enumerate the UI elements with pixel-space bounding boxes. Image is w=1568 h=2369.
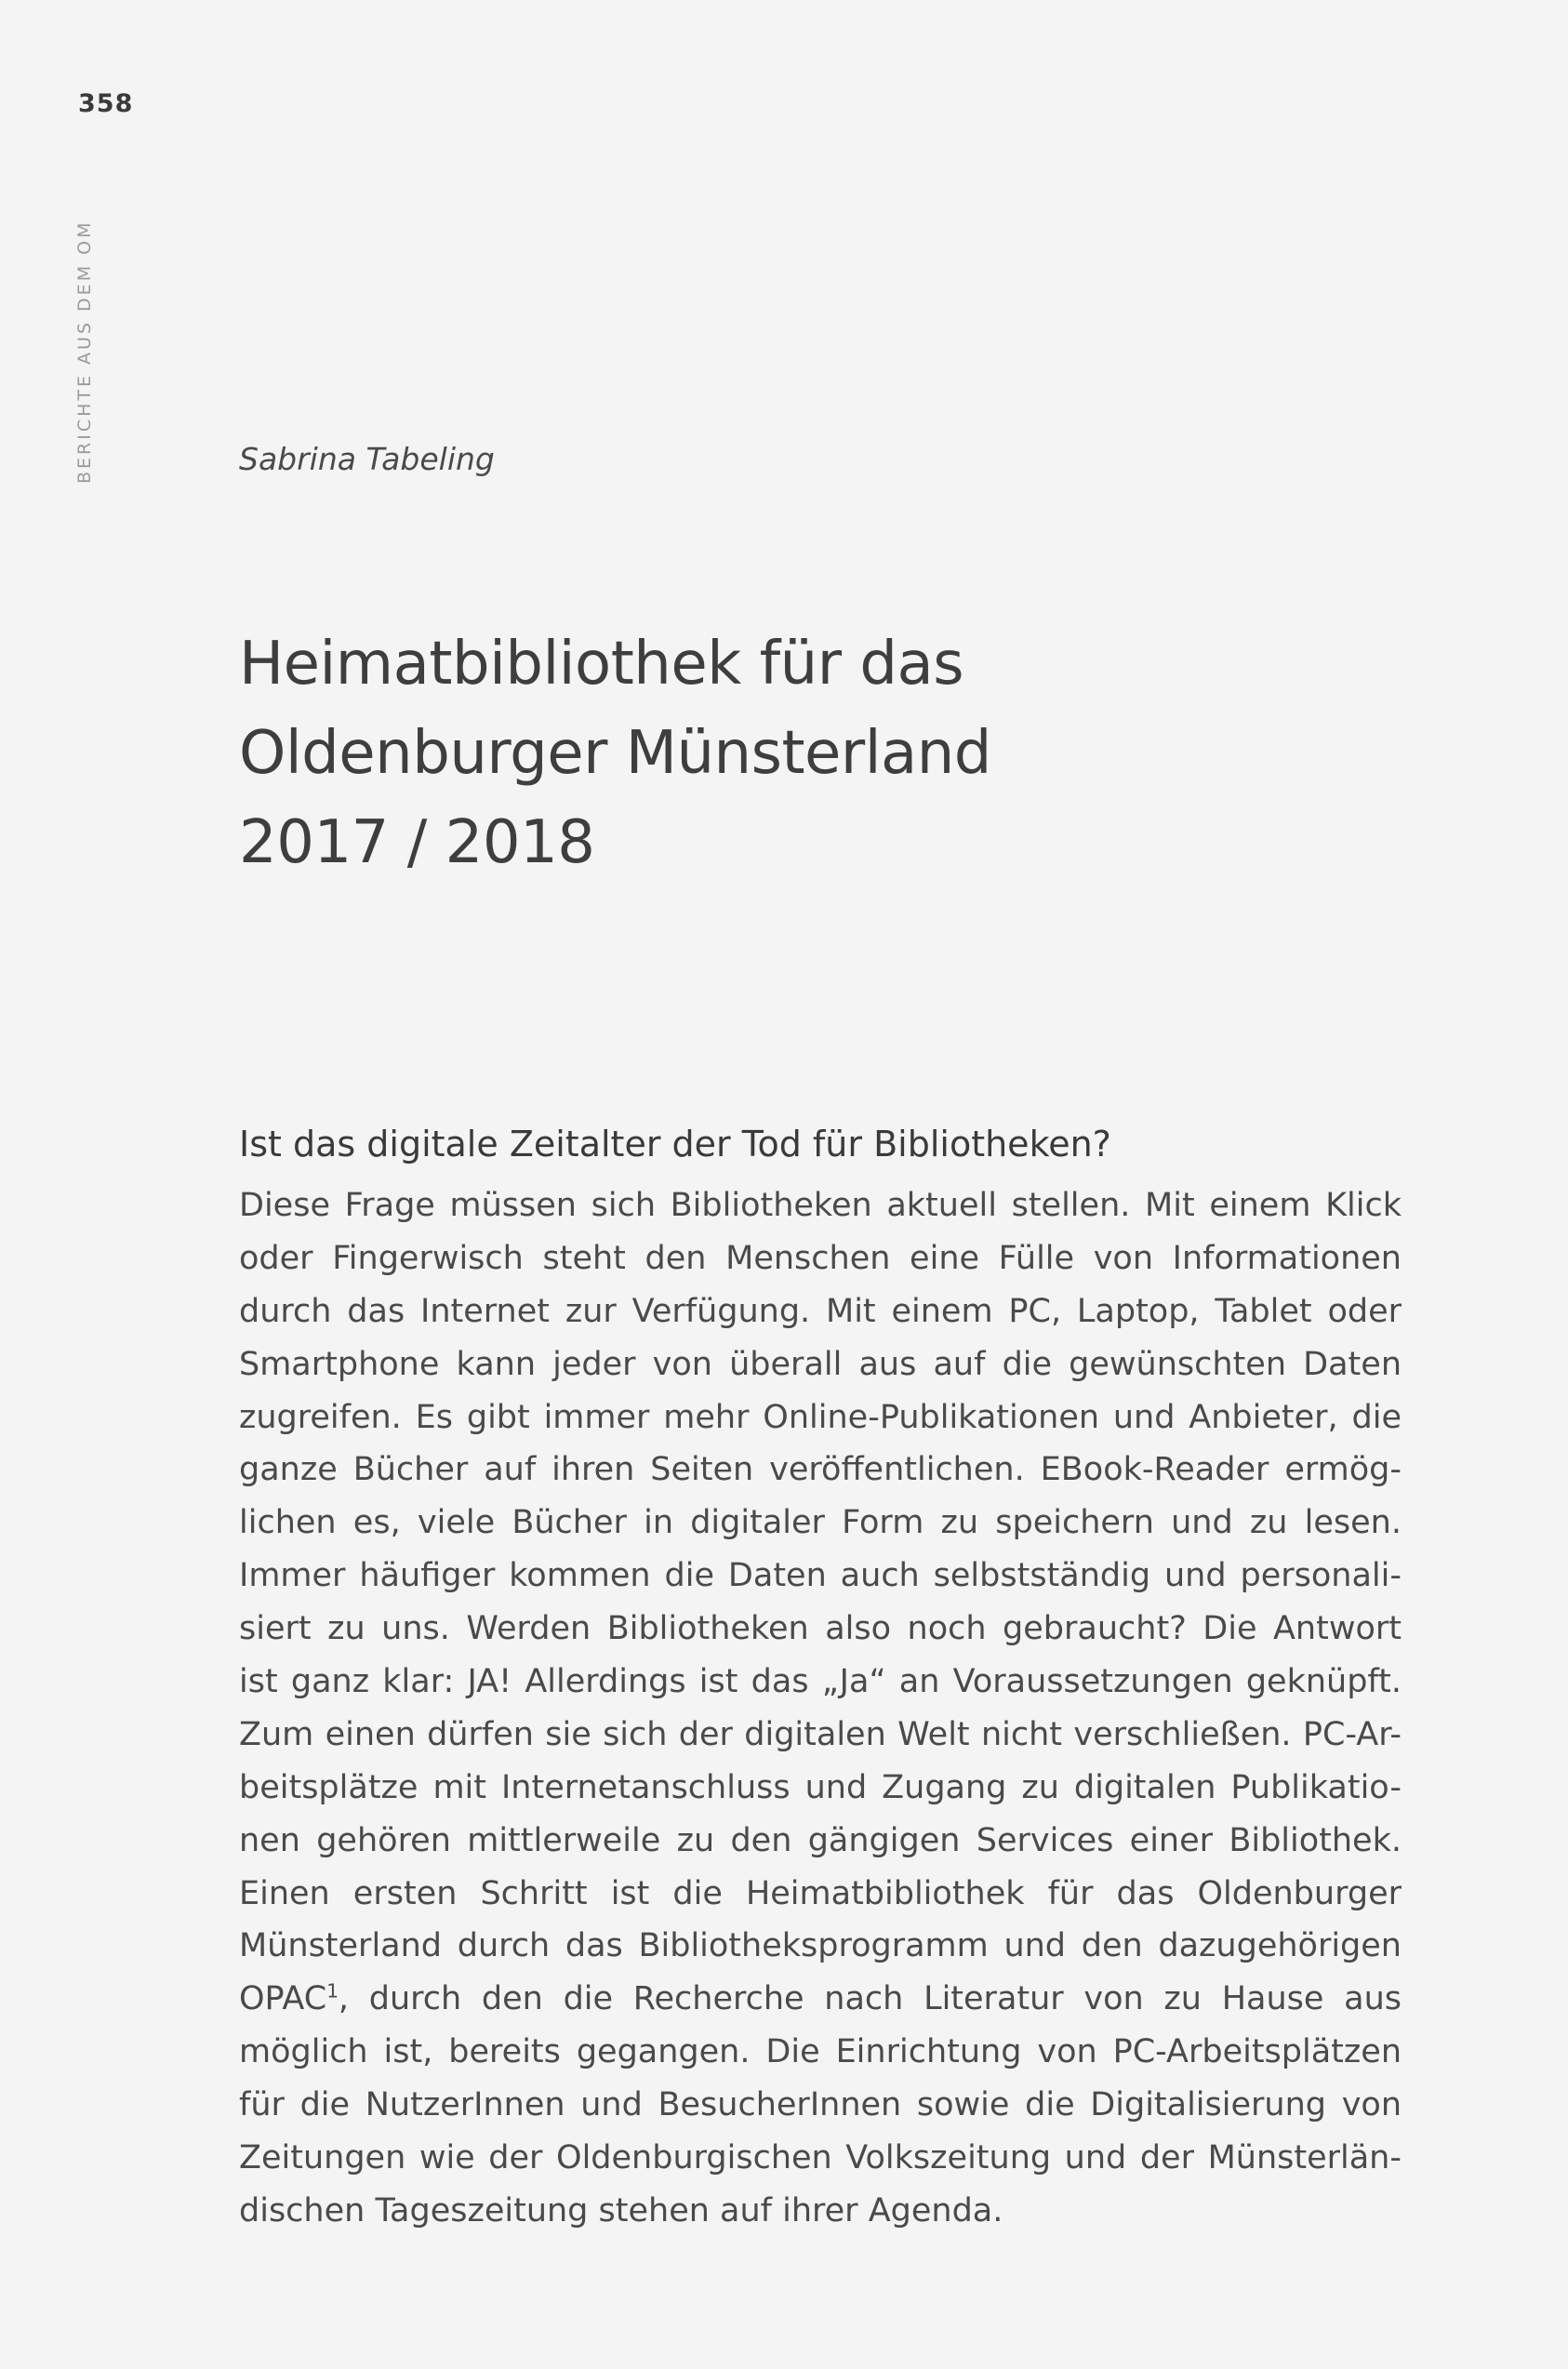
body-line: dischen Tageszeitung stehen auf ihrer Agenda. <box>239 2191 1003 2229</box>
body-line: Zum einen dürfen sie sich der digitalen Welt nicht verschließen. PC-Ar- <box>239 1715 1402 1753</box>
page-number: 358 <box>78 89 134 118</box>
body-line-with-footnote <box>239 1973 1402 2026</box>
body-line: zugreifen. Es gibt immer mehr Online-Publikationen und Anbieter, die <box>239 1398 1402 1436</box>
body-line: Immer häufiger kommen die Daten auch selbstständig und personali- <box>239 1557 1402 1595</box>
title-line: 2017 / 2018 <box>239 808 595 877</box>
body-text <box>239 1179 1402 2238</box>
body-line: Zeitungen wie der Oldenburgischen Volkszeitung und der Münsterlän- <box>239 2139 1402 2177</box>
body-line: Einen ersten Schritt ist die Heimatbibliothek für das Oldenburger <box>239 1874 1402 1912</box>
body-line: ganze Bücher auf ihren Seiten veröffentlichen. EBook-Reader ermög- <box>239 1451 1402 1489</box>
body-line: Smartphone kann jeder von überall aus auf die gewünschten Daten <box>239 1345 1402 1383</box>
body-line: lichen es, viele Bücher in digitaler Form zu speichern und zu lesen. <box>239 1504 1402 1542</box>
body-line-continuation: , durch den die Recherche nach Literatur von zu Hause aus <box>338 1980 1402 2018</box>
section-heading: Ist das digitale Zeitalter der Tod für Bibliotheken? <box>239 1124 1111 1165</box>
body-line: beitsplätze mit Internetanschluss und Zugang zu digitalen Publikatio- <box>239 1768 1402 1806</box>
body-line: siert zu uns. Werden Bibliotheken also noch gebraucht? Die Antwort <box>239 1610 1402 1648</box>
body-line: nen gehören mittlerweile zu den gängigen Services einer Bibliothek. <box>239 1821 1402 1859</box>
opac-term: OPAC <box>239 1980 327 2018</box>
body-line: ist ganz klar: JA! Allerdings ist das „Ja“ an Voraussetzungen geknüpft. <box>239 1663 1402 1701</box>
body-line: möglich ist, bereits gegangen. Die Einrichtung von PC-Arbeitsplätzen <box>239 2033 1402 2071</box>
body-line: durch das Internet zur Verfügung. Mit einem PC, Laptop, Tablet oder <box>239 1292 1402 1330</box>
body-line: für die NutzerInnen und BesucherInnen sowie die Digitalisierung von <box>239 2086 1402 2124</box>
footnote-ref[interactable]: 1 <box>326 1979 339 2003</box>
body-line: Münsterland durch das Bibliotheksprogramm und den dazugehörigen <box>239 1927 1402 1965</box>
author-name: Sabrina Tabeling <box>239 441 495 477</box>
body-line: Diese Frage müssen sich Bibliotheken aktuell stellen. Mit einem Klick <box>239 1187 1402 1224</box>
title-line: Oldenburger Münsterland <box>239 719 991 788</box>
running-head: BERICHTE AUS DEM OM <box>74 220 95 484</box>
body-line: oder Fingerwisch steht den Menschen eine Fülle von Informationen <box>239 1239 1402 1277</box>
article-title <box>239 619 1402 887</box>
title-line: Heimatbibliothek für das <box>239 630 964 699</box>
